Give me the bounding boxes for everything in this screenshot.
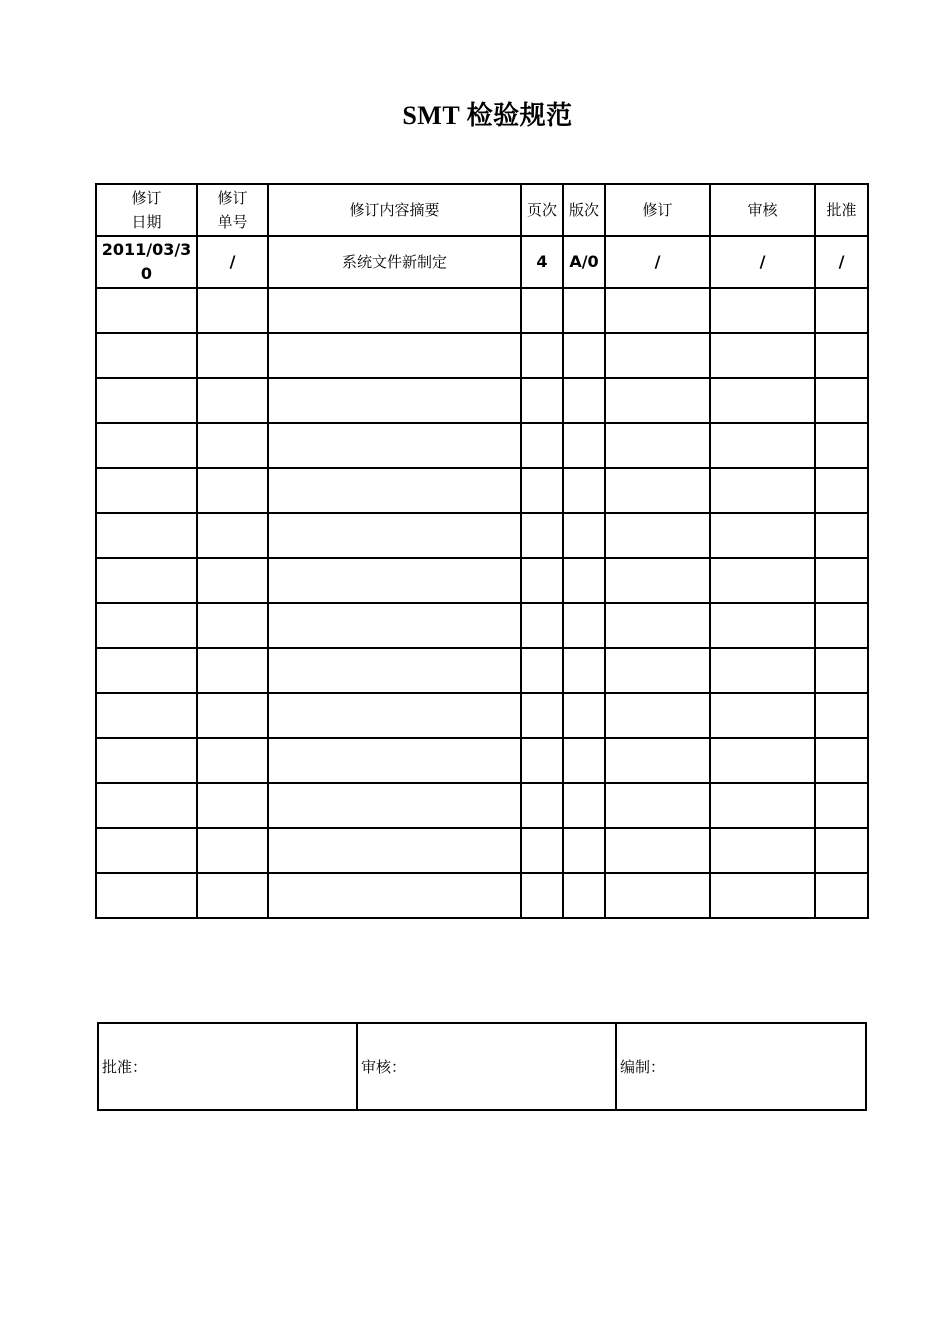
header-reviewed: 审核 (710, 184, 815, 236)
table-cell-blank (710, 513, 815, 558)
date-line2: 0 (140, 264, 153, 283)
table-cell-blank (197, 648, 268, 693)
table-cell-blank (605, 828, 710, 873)
header-date-line2: 日期 (131, 213, 162, 231)
table-cell-blank (96, 288, 197, 333)
date-line1: 2011/03/3 (101, 240, 192, 259)
cell-reviewed: / (710, 236, 815, 288)
table-cell-blank (710, 648, 815, 693)
table-cell-blank (521, 648, 563, 693)
table-cell-blank (521, 693, 563, 738)
table-cell-blank (197, 423, 268, 468)
cell-version: A/0 (563, 236, 605, 288)
table-cell-blank (96, 378, 197, 423)
cell-page: 4 (521, 236, 563, 288)
table-cell-blank (815, 288, 868, 333)
table-row-blank (96, 828, 868, 873)
header-summary: 修订内容摘要 (268, 184, 521, 236)
table-cell-blank (521, 378, 563, 423)
table-cell-blank (521, 558, 563, 603)
table-cell-blank (96, 873, 197, 918)
table-row-blank (96, 558, 868, 603)
table-cell-blank (710, 288, 815, 333)
table-cell-blank (96, 603, 197, 648)
review-cell[interactable] (357, 1023, 616, 1110)
table-cell-blank (605, 693, 710, 738)
table-cell-blank (197, 558, 268, 603)
table-row-blank (96, 378, 868, 423)
table-cell-blank (268, 468, 521, 513)
revision-history-table (95, 183, 869, 919)
table-cell-blank (605, 648, 710, 693)
table-cell-blank (710, 873, 815, 918)
table-cell-blank (268, 423, 521, 468)
table-cell-blank (521, 423, 563, 468)
table-cell-blank (268, 738, 521, 783)
table-cell-blank (563, 603, 605, 648)
table-cell-blank (815, 513, 868, 558)
table-cell-blank (563, 828, 605, 873)
table-cell-blank (563, 648, 605, 693)
table-cell-blank (605, 333, 710, 378)
table-cell-blank (96, 648, 197, 693)
signature-table (97, 1022, 867, 1111)
table-row-blank (96, 423, 868, 468)
table-cell-blank (710, 468, 815, 513)
cell-summary: 系统文件新制定 (268, 236, 521, 288)
table-cell-blank (815, 378, 868, 423)
blank-rows (96, 288, 868, 918)
header-revised: 修订 (605, 184, 710, 236)
table-cell-blank (268, 648, 521, 693)
table-cell-blank (197, 693, 268, 738)
table-cell-blank (605, 558, 710, 603)
table-row-blank (96, 603, 868, 648)
table-cell-blank (605, 513, 710, 558)
table-row-blank (96, 333, 868, 378)
cell-order-no: / (197, 236, 268, 288)
header-date-line1: 修订 (131, 189, 162, 207)
table-cell-blank (96, 738, 197, 783)
approve-label: 批准： (102, 1058, 148, 1076)
table-cell-blank (605, 288, 710, 333)
table-cell-blank (197, 513, 268, 558)
table-cell-blank (815, 333, 868, 378)
table-cell-blank (710, 603, 815, 648)
document-title: SMT 检验规范 (402, 101, 573, 130)
table-cell-blank (710, 423, 815, 468)
table-cell-blank (605, 873, 710, 918)
table-cell-blank (197, 468, 268, 513)
table-cell-blank (268, 603, 521, 648)
table-cell-blank (605, 738, 710, 783)
table-cell-blank (521, 738, 563, 783)
table-cell-blank (815, 468, 868, 513)
header-revision-date (96, 184, 197, 236)
table-cell-blank (815, 873, 868, 918)
table-cell-blank (521, 603, 563, 648)
table-cell-blank (563, 468, 605, 513)
table-cell-blank (268, 333, 521, 378)
header-revision-order (197, 184, 268, 236)
table-header-row (96, 184, 868, 236)
table-cell-blank (521, 783, 563, 828)
table-cell-blank (563, 513, 605, 558)
table-cell-blank (563, 288, 605, 333)
table-cell-blank (96, 783, 197, 828)
table-cell-blank (710, 738, 815, 783)
table-cell-blank (197, 378, 268, 423)
table-cell-blank (563, 873, 605, 918)
table-cell-blank (268, 873, 521, 918)
table-cell-blank (268, 783, 521, 828)
table-row-blank (96, 738, 868, 783)
table-cell-blank (815, 558, 868, 603)
table-cell-blank (815, 783, 868, 828)
table-cell-blank (563, 378, 605, 423)
table-cell-blank (563, 693, 605, 738)
table-cell-blank (815, 603, 868, 648)
table-cell-blank (563, 558, 605, 603)
table-row-blank (96, 873, 868, 918)
table-cell-blank (605, 378, 710, 423)
table-cell-blank (710, 828, 815, 873)
table-cell-blank (96, 333, 197, 378)
table-cell-blank (563, 423, 605, 468)
table-cell-blank (197, 603, 268, 648)
header-order-line1: 修订 (217, 189, 248, 207)
table-cell-blank (197, 783, 268, 828)
prepare-label: 编制： (620, 1058, 666, 1076)
cell-revision-date (96, 236, 197, 288)
table-cell-blank (605, 423, 710, 468)
table-cell-blank (815, 738, 868, 783)
table-cell-blank (197, 738, 268, 783)
cell-approved: / (815, 236, 868, 288)
table-cell-blank (563, 333, 605, 378)
table-cell-blank (521, 513, 563, 558)
table-cell-blank (710, 333, 815, 378)
table-cell-blank (710, 378, 815, 423)
table-cell-blank (268, 513, 521, 558)
table-cell-blank (521, 288, 563, 333)
approve-cell[interactable] (98, 1023, 357, 1110)
table-cell-blank (96, 513, 197, 558)
table-row-blank (96, 468, 868, 513)
table-cell-blank (710, 783, 815, 828)
table-cell-blank (197, 873, 268, 918)
table-cell-blank (710, 558, 815, 603)
table-cell-blank (268, 558, 521, 603)
table-cell-blank (268, 693, 521, 738)
cell-revised: / (605, 236, 710, 288)
table-cell-blank (197, 828, 268, 873)
table-cell-blank (563, 783, 605, 828)
table-cell-blank (521, 828, 563, 873)
table-cell-blank (710, 693, 815, 738)
table-row-blank (96, 693, 868, 738)
table-cell-blank (605, 783, 710, 828)
table-row-blank (96, 783, 868, 828)
table-cell-blank (197, 333, 268, 378)
table-cell-blank (815, 648, 868, 693)
table-cell-blank (96, 558, 197, 603)
header-version: 版次 (563, 184, 605, 236)
table-cell-blank (605, 603, 710, 648)
table-row (96, 236, 868, 288)
table-cell-blank (815, 693, 868, 738)
table-cell-blank (96, 468, 197, 513)
header-page: 页次 (521, 184, 563, 236)
table-row-blank (96, 648, 868, 693)
header-order-line2: 单号 (217, 213, 248, 231)
table-cell-blank (521, 873, 563, 918)
table-cell-blank (521, 333, 563, 378)
table-cell-blank (96, 693, 197, 738)
table-cell-blank (197, 288, 268, 333)
table-cell-blank (268, 828, 521, 873)
header-approved: 批准 (815, 184, 868, 236)
review-label: 审核： (361, 1058, 407, 1076)
signature-row (98, 1023, 866, 1110)
table-cell-blank (605, 468, 710, 513)
table-cell-blank (815, 828, 868, 873)
table-cell-blank (96, 828, 197, 873)
table-row-blank (96, 288, 868, 333)
table-row-blank (96, 513, 868, 558)
table-cell-blank (268, 378, 521, 423)
table-cell-blank (521, 468, 563, 513)
prepare-cell[interactable] (616, 1023, 866, 1110)
table-cell-blank (96, 423, 197, 468)
table-cell-blank (815, 423, 868, 468)
table-cell-blank (268, 288, 521, 333)
table-cell-blank (563, 738, 605, 783)
